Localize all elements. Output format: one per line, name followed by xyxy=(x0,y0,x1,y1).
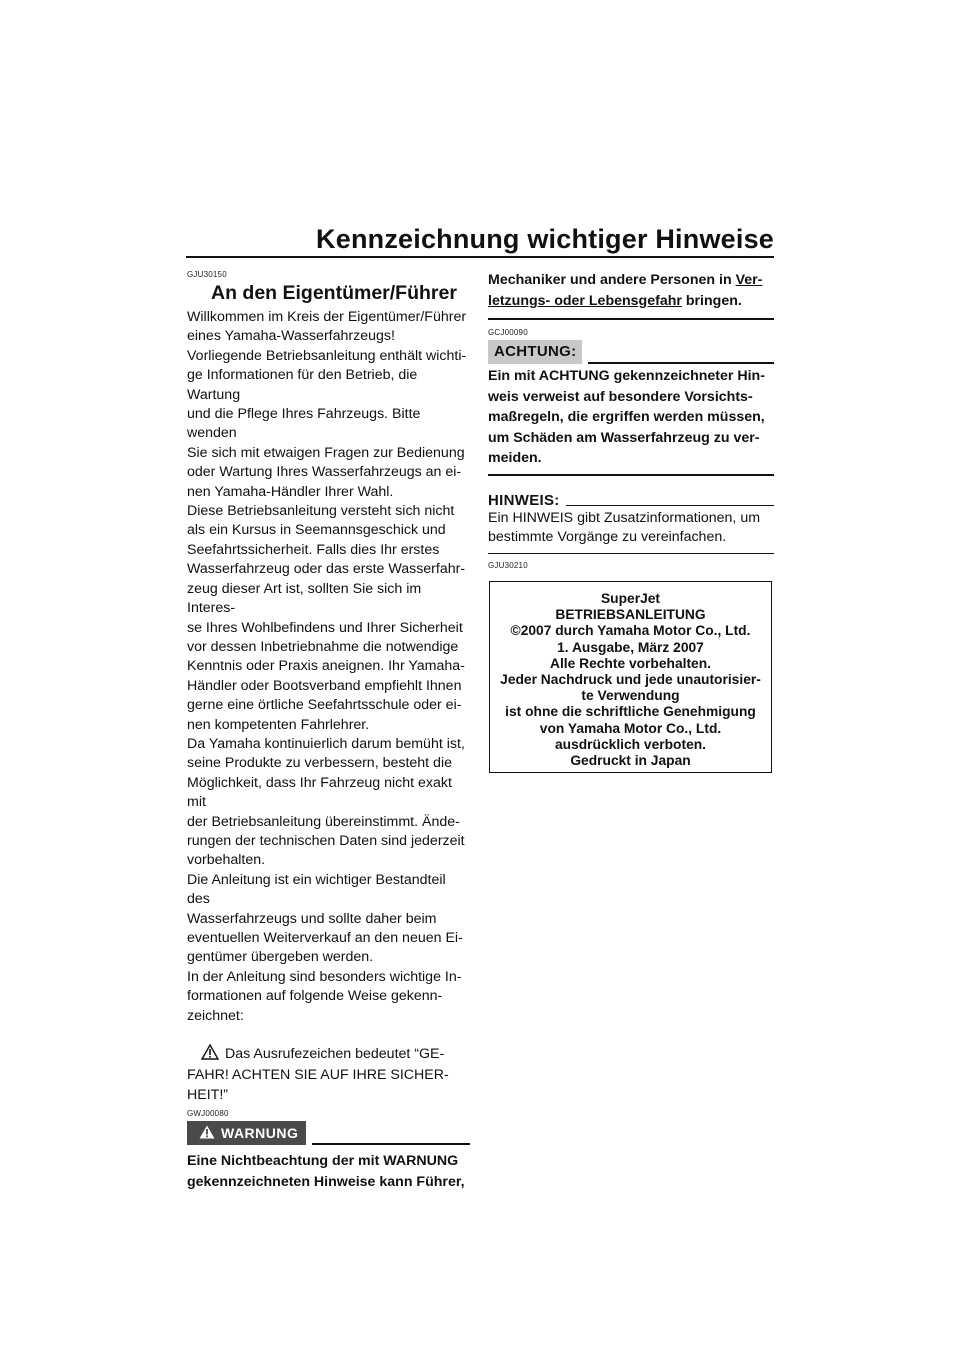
text-line: Eine Nichtbeachtung der mit WARNUNG xyxy=(187,1153,459,1170)
alert-line: FAHR! ACHTEN SIE AUF IHRE SICHER- xyxy=(187,1067,449,1084)
text-line: eventuellen Weiterverkauf an den neuen Ei- xyxy=(187,930,463,946)
warning-triangle-icon xyxy=(201,1044,219,1066)
text-line: maßregeln, die ergriffen werden müssen, xyxy=(488,409,765,425)
warning-text xyxy=(187,1151,470,1192)
text-line: der Betriebsanleitung übereinstimmt. Ände- xyxy=(187,813,460,830)
text-line: formationen auf folgende Weise gekenn- xyxy=(187,988,443,1005)
copyright-line: ist ohne die schriftliche Genehmigung xyxy=(505,704,756,720)
right-column xyxy=(488,270,774,571)
text-line: rungen der technischen Daten sind jederzeit xyxy=(187,832,465,849)
label-rule xyxy=(588,362,774,364)
title-rule xyxy=(186,256,774,258)
caution-label-row xyxy=(488,340,774,364)
section-heading: An den Eigentümer/Führer xyxy=(211,282,457,304)
text-line: Sie sich mit etwaigen Fragen zur Bedienung xyxy=(187,444,465,461)
copyright-line: Alle Rechte vorbehalten. xyxy=(549,655,711,671)
text-line: gekennzeichneten Hinweise kann Führer, xyxy=(187,1173,465,1190)
text-line: Wasserfahrzeugs und sollte daher beim xyxy=(187,910,437,927)
text-line: Diese Betriebsanleitung versteht sich nicht xyxy=(187,503,455,520)
alert-line: HEIT!” xyxy=(187,1086,228,1103)
left-column xyxy=(187,270,470,1192)
text-line: Die Anleitung ist ein wichtiger Bestandteil des xyxy=(187,871,446,908)
caution-label: ACHTUNG: xyxy=(488,340,582,364)
caution-end-rule xyxy=(488,474,774,476)
section-code: GJU30150 xyxy=(187,270,227,279)
warning-end-rule xyxy=(488,318,774,320)
text-line: seine Produkte zu verbessern, besteht die xyxy=(187,755,452,772)
text-line: zeug dieser Art ist, sollten Sie sich im Interes- xyxy=(187,580,422,617)
text-line: Willkommen im Kreis der Eigentümer/Führer xyxy=(187,309,467,325)
text-line: ge Informationen für den Betrieb, die Wartung xyxy=(187,367,418,403)
text-line: zeichnet: xyxy=(187,1007,244,1024)
text-line: und die Pflege Ihres Fahrzeugs. Bitte wenden xyxy=(187,406,421,442)
text-line: Wasserfahrzeug oder das erste Wasserfahr- xyxy=(187,561,466,578)
copyright-line: Jeder Nachdruck und jede unautorisier- xyxy=(500,672,761,688)
warning-label-text: WARNUNG xyxy=(221,1125,299,1142)
warning-label-row xyxy=(187,1121,470,1145)
warning-triangle-icon xyxy=(199,1125,215,1142)
text-line: Händler oder Bootsverband empfiehlt Ihnen xyxy=(187,677,462,694)
text-line: vorbehalten. xyxy=(187,852,266,869)
copyright-line: te Verwendung xyxy=(581,688,680,704)
copyright-line: ©2007 durch Yamaha Motor Co., Ltd. xyxy=(510,623,751,639)
text-line: se Ihres Wohlbefindens und Ihrer Sicherheit xyxy=(187,619,463,636)
text-line: als ein Kursus in Seemannsgeschick und xyxy=(187,522,446,539)
text-line: meiden. xyxy=(488,450,542,466)
text-line: letzungs- oder Lebensgefahr bringen. xyxy=(488,293,742,309)
text-line: bestimmte Vorgänge zu vereinfachen. xyxy=(488,528,727,545)
text-line: gentümer übergeben werden. xyxy=(187,949,374,966)
note-end-rule xyxy=(488,553,774,554)
text-line: oder Wartung Ihres Wasserfahrzeugs an ei- xyxy=(187,464,462,481)
text-line: weis verweist auf besondere Vorsichts- xyxy=(488,388,753,405)
intro-text xyxy=(187,308,470,1026)
copyright-line: BETRIEBSANLEITUNG xyxy=(555,607,706,623)
text-line: Möglichkeit, dass Ihr Fahrzeug nicht exakt mit xyxy=(187,774,452,811)
warning-code: GWJ00080 xyxy=(187,1109,229,1119)
copyright-line: von Yamaha Motor Co., Ltd. xyxy=(539,720,722,736)
copyright-line: 1. Ausgabe, März 2007 xyxy=(557,639,704,655)
alert-symbol-explanation xyxy=(187,1044,470,1105)
warning-label xyxy=(187,1121,306,1145)
page-title: Kennzeichnung wichtiger Hinweise xyxy=(316,224,774,254)
text-line: nen Yamaha-Händler Ihrer Wahl. xyxy=(187,483,394,500)
text-line: In der Anleitung sind besonders wichtige In- xyxy=(187,968,462,985)
copyright-line: SuperJet xyxy=(600,591,661,606)
note-text xyxy=(488,509,774,548)
text-line: vor dessen Inbetriebnahme die notwendige xyxy=(187,638,459,655)
text-line: um Schäden am Wasserfahrzeug zu ver- xyxy=(488,429,760,446)
text-line: nen kompetenten Fahrlehrer. xyxy=(187,716,370,733)
copyright-line: ausdrücklich verboten. xyxy=(554,736,707,752)
caution-code: GCJ00090 xyxy=(488,328,528,337)
text-line: gerne eine örtliche Seefahrtsschule oder ei- xyxy=(187,697,462,714)
text-line: Ein mit ACHTUNG gekennzeichneter Hin- xyxy=(488,368,765,384)
copyright-line: Gedruckt in Japan xyxy=(570,753,691,769)
text-line: Da Yamaha kontinuierlich darum bemüht ist, xyxy=(187,735,465,752)
alert-line: Das Ausrufezeichen bedeutet “GE- xyxy=(225,1046,445,1063)
label-rule xyxy=(566,505,774,506)
note-label: HINWEIS: xyxy=(488,491,560,509)
text-line: eines Yamaha-Wasserfahrzeugs! xyxy=(187,328,395,345)
note-label-row xyxy=(488,492,774,509)
text-line: Ein HINWEIS gibt Zusatzinformationen, um xyxy=(488,509,761,526)
text-line: Vorliegende Betriebsanleitung enthält wichti- xyxy=(187,347,467,364)
text-line: Kenntnis oder Praxis aneignen. Ihr Yamaha- xyxy=(187,658,465,675)
text-line: Seefahrtssicherheit. Falls dies Ihr erstes xyxy=(187,541,440,558)
section-code: GJU30210 xyxy=(488,561,528,571)
warning-text-continued xyxy=(488,270,774,312)
text-line: Mechaniker und andere Personen in Ver- xyxy=(488,272,763,288)
caution-text xyxy=(488,366,774,469)
copyright-box xyxy=(489,581,772,773)
label-rule xyxy=(312,1143,470,1145)
